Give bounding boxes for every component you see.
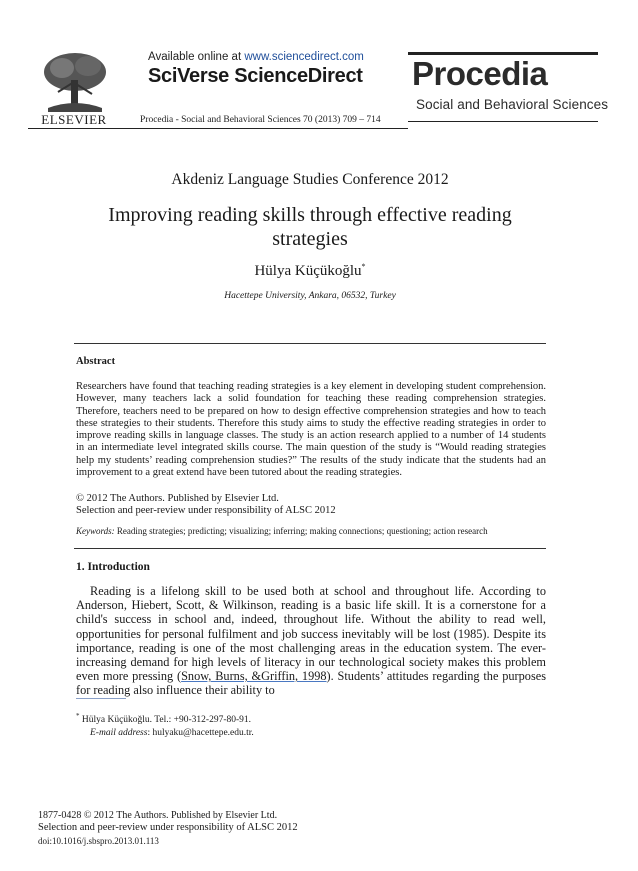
keywords (76, 526, 546, 536)
author-name: Hülya Küçükoğlu (254, 263, 362, 279)
procedia-bottom-rule (408, 121, 598, 122)
citation-link[interactable]: Snow, Burns, &Griffin, 1998 (181, 669, 327, 684)
intro-text-end: ). Students’ attitudes regarding the purposes for reading also influence their ability to (76, 669, 546, 698)
sciencedirect-link[interactable]: www.sciencedirect.com (244, 51, 364, 63)
journal-title: Procedia (412, 55, 548, 92)
author-footnote-mark[interactable]: * (361, 262, 366, 271)
footnote-rule (76, 698, 126, 699)
abstract-bottom-rule (74, 548, 546, 549)
footnote-contact: Hülya Küçükoğlu. Tel.: +90-312-297-80-91. (79, 715, 252, 726)
abstract-text: Researchers have found that teaching reading strategies is a key element in developing student comprehension. However, many teachers lack a solid foundation for teaching these reading comprehension strategies. Therefore, teachers need to be prepared on how to design effective comprehension strategies and how to teach these strategies to their students. Therefore this study aims to study the effective reading strategies in order to improve reading skills in language classes. The study is an action research applied to a number of 14 students in an intermediate level integrated skills course. The main question of the study is “Would reading strategies help my students’ reading comprehension studies?” The results of the study indicate that the students had an improvement to a great extend have been tutored about the reading strategies. (76, 381, 546, 479)
intro-text-start: Reading is a lifelong skill to be used both at school and throughout life. According to Anderson, Hiebert, Scott, & Wilkinson, reading is a basic life skill. It is a cornerstone for a child's success in school and, indeed, throughout life. Without the ability to read well, opportunities for personal fulfilment and job success inevitably will be lost (1985). Despite its importance, reading is one of the most challenging areas in the education system. The ever-increasing demand for high levels of literacy in our technological society makes this problem even more pressing ( (76, 584, 546, 684)
copyright-line: © 2012 The Authors. Published by Elsevier Ltd. (76, 493, 279, 504)
journal-subtitle: Social and Behavioral Sciences (416, 97, 609, 112)
email-value[interactable]: : hulyaku@hacettepe.edu.tr. (147, 728, 254, 738)
section-heading-introduction: 1. Introduction (76, 561, 150, 573)
email-label: E-mail address (90, 728, 148, 738)
footnote-email (90, 728, 254, 738)
elsevier-tree-logo (38, 50, 112, 114)
paper-title: Improving reading skills through effective reading strategies (108, 204, 512, 250)
journal-citation: Procedia - Social and Behavioral Sciences 70 (2013) 709 – 714 (140, 115, 381, 125)
platform-name: SciVerse ScienceDirect (148, 65, 363, 87)
selection-line: Selection and peer-review under responsibility of ALSC 2012 (38, 822, 298, 833)
issn-line: 1877-0428 © 2012 The Authors. Published by Elsevier Ltd. (38, 810, 278, 821)
abstract-heading: Abstract (76, 356, 116, 367)
affiliation: Hacettepe University, Ankara, 06532, Turkey (224, 291, 396, 301)
introduction-paragraph (76, 584, 546, 698)
abstract-copyright (76, 493, 546, 518)
author-line (0, 262, 620, 280)
peer-review-line: Selection and peer-review under responsibility of ALSC 2012 (76, 505, 336, 517)
keywords-list: Reading strategies; predicting; visualizing; inferring; making connections; questioning; action research (116, 526, 488, 536)
publisher-wordmark: ELSEVIER (41, 112, 107, 127)
abstract-top-rule (74, 343, 546, 344)
doi-line[interactable]: doi:10.1016/j.sbspro.2013.01.113 (38, 836, 159, 846)
footnote-author (76, 712, 251, 725)
footnote-mark: * (76, 712, 80, 720)
header-rule (28, 128, 408, 129)
keywords-label: Keywords: (76, 526, 115, 536)
available-prefix: Available online at (148, 51, 245, 63)
conference-name: Akdeniz Language Studies Conference 2012 (171, 171, 449, 188)
availability-line (148, 51, 364, 63)
